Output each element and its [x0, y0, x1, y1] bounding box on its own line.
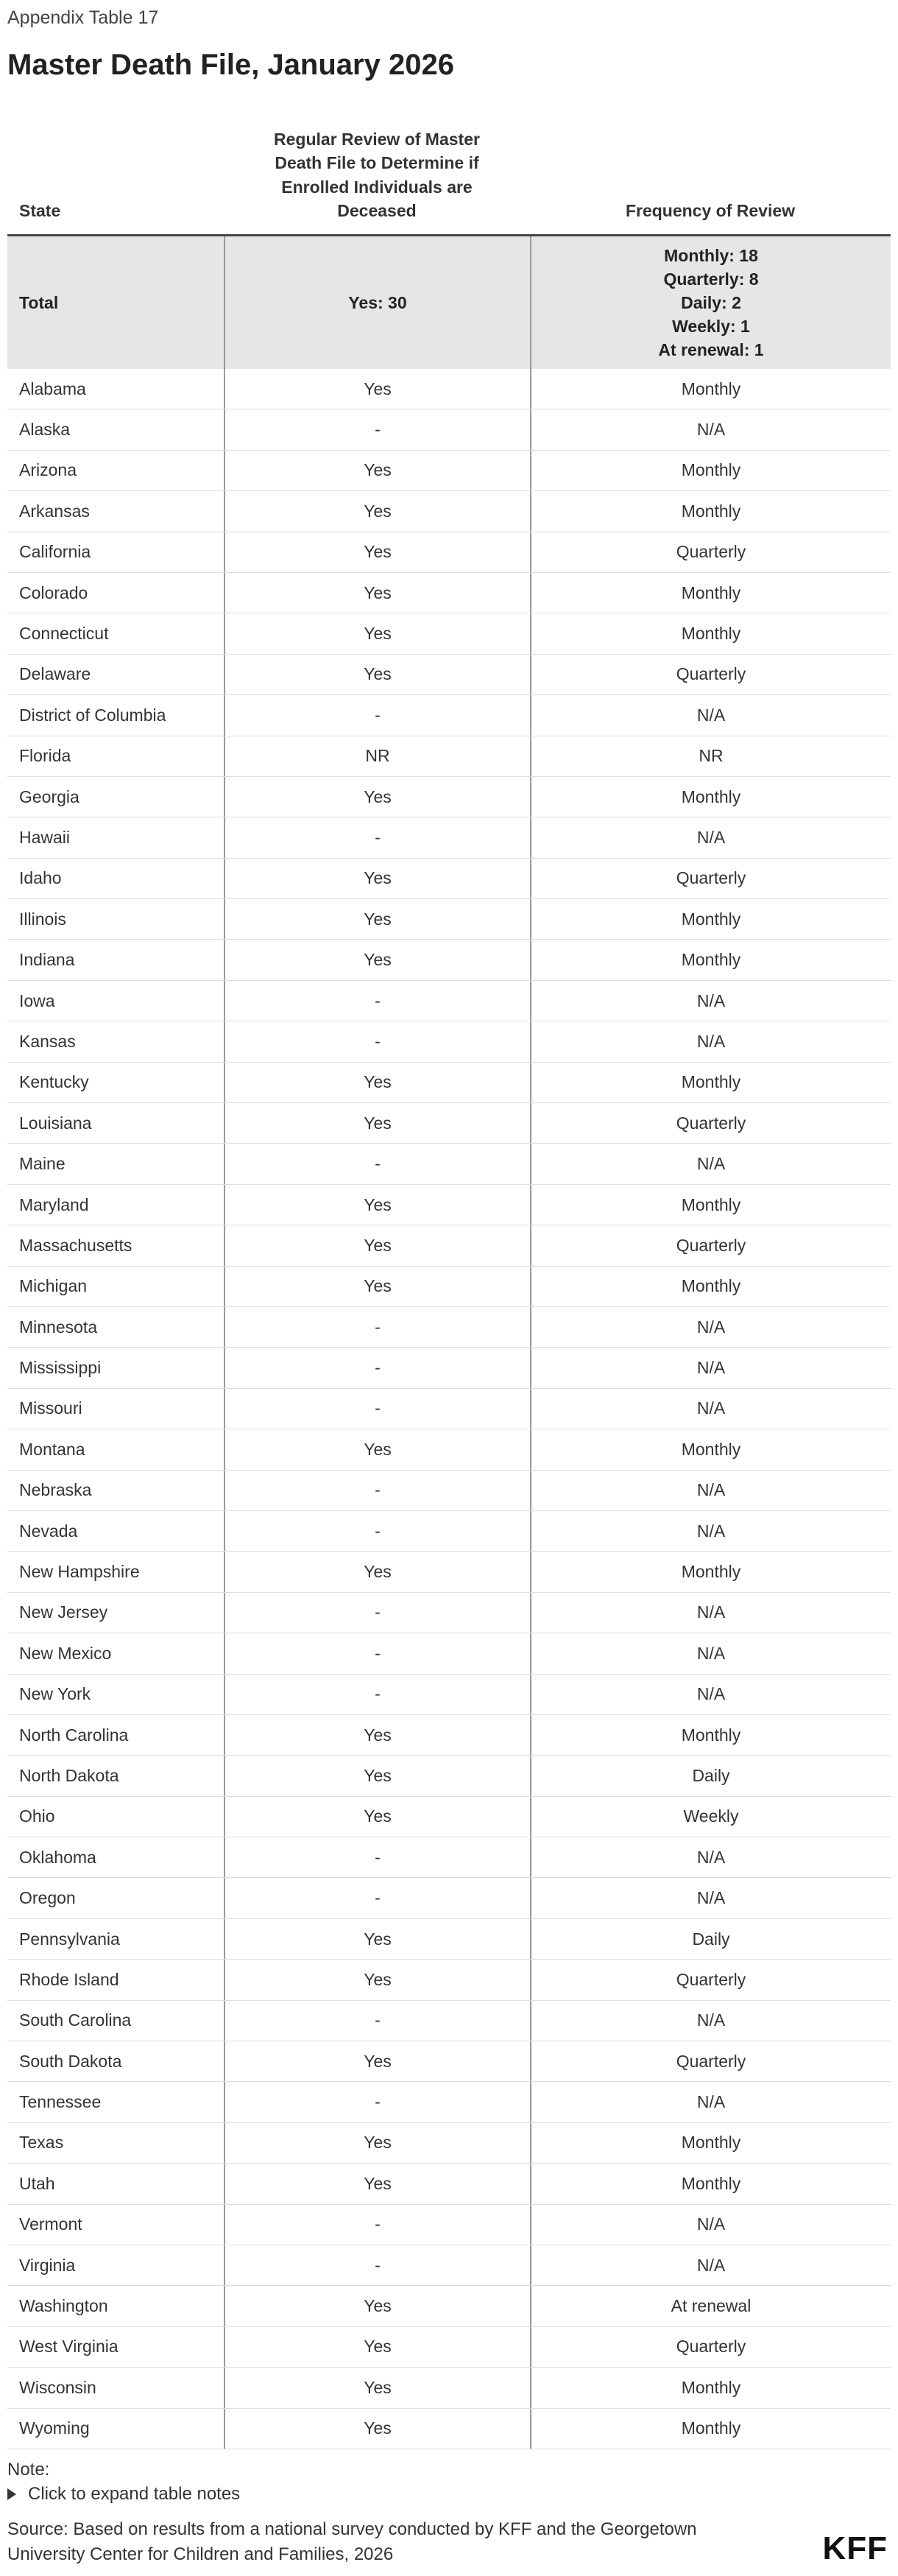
expand-notes-toggle[interactable]: [7, 2484, 240, 2505]
cell-review: Yes: [224, 1552, 530, 1591]
cell-state: Oklahoma: [19, 1847, 96, 1867]
header-review: [224, 127, 530, 234]
table-row: [7, 1919, 891, 1960]
table-row: [7, 2123, 891, 2164]
cell-state: Virginia: [19, 2255, 76, 2275]
cell-frequency: Monthly: [530, 2123, 891, 2163]
cell-state: Minnesota: [19, 1317, 98, 1337]
total-frequency-line: At renewal: 1: [658, 340, 764, 360]
cell-state: Georgia: [19, 786, 79, 806]
cell-state: Nebraska: [19, 1480, 92, 1500]
cell-state: Connecticut: [19, 624, 109, 644]
table-row: [7, 1471, 891, 1511]
cell-state: Ohio: [19, 1806, 55, 1826]
cell-state: South Carolina: [19, 2010, 132, 2030]
data-table: [7, 125, 891, 2449]
cell-frequency: Weekly: [530, 1797, 891, 1837]
table-row: [7, 532, 891, 573]
cell-frequency: N/A: [530, 1878, 891, 1918]
table-row: [7, 1960, 891, 2000]
cell-review: NR: [224, 736, 530, 776]
cell-frequency: N/A: [530, 1593, 891, 1633]
total-row: [7, 236, 891, 369]
cell-review: -: [224, 409, 530, 449]
cell-frequency: Monthly: [530, 1429, 891, 1469]
cell-state: Utah: [19, 2173, 55, 2193]
source-note: Source: Based on results from a national survey conducted by KFF and the Georgetown University Center for Children and Families, 2026: [7, 2519, 697, 2564]
table-row: [7, 2205, 891, 2245]
cell-review: Yes: [224, 940, 530, 979]
table-row: [7, 2409, 891, 2449]
cell-review: -: [224, 1471, 530, 1510]
cell-state: Missouri: [19, 1398, 82, 1418]
cell-review: -: [224, 1021, 530, 1061]
table-row: [7, 1715, 891, 1756]
table-eyebrow: Appendix Table 17: [7, 7, 159, 28]
cell-frequency: N/A: [530, 409, 891, 449]
table-header: [7, 125, 891, 236]
cell-state: Washington: [19, 2296, 108, 2316]
cell-review: -: [224, 1348, 530, 1387]
cell-state: Colorado: [19, 583, 88, 602]
cell-frequency: Quarterly: [530, 2327, 891, 2367]
cell-frequency: Monthly: [530, 369, 891, 409]
table-row: [7, 1511, 891, 1552]
table-row: [7, 2001, 891, 2041]
cell-frequency: N/A: [530, 1511, 891, 1551]
cell-state: Wisconsin: [19, 2377, 96, 2397]
cell-review: -: [224, 1307, 530, 1347]
table-row: [7, 1225, 891, 1266]
cell-frequency: Monthly: [530, 899, 891, 939]
cell-review: Yes: [224, 1225, 530, 1265]
cell-state: New Hampshire: [19, 1562, 140, 1582]
cell-review: Yes: [224, 1267, 530, 1306]
table-row: [7, 695, 891, 736]
cell-state: Kansas: [19, 1031, 76, 1051]
cell-review: -: [224, 1878, 530, 1918]
table-row: [7, 940, 891, 980]
cell-review: -: [224, 1675, 530, 1714]
cell-review: Yes: [224, 2368, 530, 2407]
cell-state: Nevada: [19, 1521, 78, 1541]
cell-review: -: [224, 1511, 530, 1551]
cell-state: Mississippi: [19, 1358, 102, 1378]
cell-state: Massachusetts: [19, 1235, 132, 1255]
cell-state: Vermont: [19, 2214, 82, 2234]
cell-state: Kentucky: [19, 1072, 89, 1092]
cell-frequency: N/A: [530, 1144, 891, 1183]
total-frequency-line: Daily: 2: [681, 292, 741, 312]
header-review-line: Enrolled Individuals are: [281, 177, 473, 197]
table-row: [7, 1429, 891, 1470]
table-row: [7, 1185, 891, 1225]
cell-frequency: Monthly: [530, 1267, 891, 1306]
header-frequency: Frequency of Review: [625, 200, 796, 220]
table-row: [7, 1021, 891, 1062]
table-row: [7, 777, 891, 817]
cell-review: -: [224, 1389, 530, 1429]
cell-state: West Virginia: [19, 2337, 119, 2357]
cell-review: Yes: [224, 777, 530, 817]
cell-review: Yes: [224, 1429, 530, 1469]
table-row: [7, 1633, 891, 1674]
cell-review: Yes: [224, 1715, 530, 1755]
table-row: [7, 1144, 891, 1184]
cell-state: Indiana: [19, 950, 75, 970]
kff-logo: KFF: [822, 2530, 888, 2566]
header-review-line: Deceased: [337, 200, 417, 220]
table-row: [7, 2082, 891, 2122]
cell-review: Yes: [224, 2286, 530, 2326]
cell-review: Yes: [224, 491, 530, 531]
cell-frequency: Monthly: [530, 573, 891, 613]
cell-frequency: Monthly: [530, 613, 891, 653]
cell-state: North Carolina: [19, 1725, 129, 1745]
table-row: [7, 1348, 891, 1388]
table-row: [7, 451, 891, 491]
cell-state: Louisiana: [19, 1113, 92, 1133]
cell-state: Arkansas: [19, 501, 90, 521]
cell-frequency: Quarterly: [530, 655, 891, 694]
table-row: [7, 736, 891, 777]
table-body: [7, 369, 891, 2449]
cell-frequency: Daily: [530, 1919, 891, 1959]
cell-review: Yes: [224, 655, 530, 694]
cell-review: Yes: [224, 859, 530, 898]
header-review-line: Regular Review of Master: [274, 130, 480, 149]
total-frequency-line: Weekly: 1: [672, 317, 750, 337]
cell-frequency: Monthly: [530, 1715, 891, 1755]
table-row: [7, 655, 891, 695]
cell-review: Yes: [224, 451, 530, 490]
cell-frequency: Quarterly: [530, 859, 891, 898]
table-row: [7, 1837, 891, 1878]
table-row: [7, 369, 891, 409]
table-row: [7, 2368, 891, 2408]
cell-review: -: [224, 1837, 530, 1877]
cell-frequency: N/A: [530, 1837, 891, 1877]
triangle-right-icon: [7, 2488, 16, 2500]
table-row: [7, 1267, 891, 1307]
cell-review: -: [224, 1144, 530, 1183]
cell-state: Alaska: [19, 420, 71, 440]
header-review-line: Death File to Determine if: [275, 153, 479, 173]
cell-state: Iowa: [19, 990, 55, 1010]
cell-review: Yes: [224, 899, 530, 939]
cell-frequency: Monthly: [530, 2368, 891, 2407]
cell-frequency: N/A: [530, 981, 891, 1021]
cell-review: -: [224, 695, 530, 735]
table-row: [7, 981, 891, 1021]
table-row: [7, 817, 891, 858]
cell-review: -: [224, 2082, 530, 2122]
cell-frequency: NR: [530, 736, 891, 776]
cell-review: -: [224, 981, 530, 1021]
cell-state: New York: [19, 1684, 91, 1704]
cell-review: Yes: [224, 1103, 530, 1143]
cell-review: -: [224, 2205, 530, 2245]
cell-frequency: Monthly: [530, 1185, 891, 1225]
cell-review: Yes: [224, 532, 530, 572]
cell-state: Florida: [19, 746, 71, 766]
cell-review: Yes: [224, 2327, 530, 2367]
cell-frequency: Monthly: [530, 451, 891, 490]
cell-review: Yes: [224, 613, 530, 653]
cell-state: Texas: [19, 2133, 64, 2153]
cell-review: -: [224, 1633, 530, 1673]
cell-frequency: N/A: [530, 1307, 891, 1347]
table-row: [7, 899, 891, 940]
cell-state: Wyoming: [19, 2418, 90, 2438]
total-label: Total: [19, 292, 59, 312]
cell-state: Oregon: [19, 1888, 76, 1908]
table-row: [7, 1103, 891, 1144]
expand-notes-label: Click to expand table notes: [28, 2484, 241, 2504]
total-frequency-line: Quarterly: 8: [663, 269, 759, 289]
header-state: State: [19, 200, 61, 220]
cell-state: Maryland: [19, 1194, 89, 1214]
cell-state: North Dakota: [19, 1765, 119, 1785]
table-row: [7, 1878, 891, 1918]
cell-review: Yes: [224, 1960, 530, 1999]
cell-frequency: Monthly: [530, 2409, 891, 2449]
cell-state: Michigan: [19, 1276, 88, 1296]
table-row: [7, 2164, 891, 2204]
cell-frequency: N/A: [530, 2245, 891, 2285]
cell-state: Delaware: [19, 664, 91, 684]
cell-state: New Mexico: [19, 1643, 112, 1663]
cell-state: South Dakota: [19, 2051, 122, 2071]
cell-review: Yes: [224, 2041, 530, 2081]
cell-frequency: N/A: [530, 1021, 891, 1061]
cell-frequency: Quarterly: [530, 1960, 891, 1999]
cell-state: California: [19, 542, 91, 562]
page-title: Master Death File, January 2026: [7, 49, 454, 81]
cell-review: Yes: [224, 1756, 530, 1795]
cell-review: Yes: [224, 369, 530, 409]
table-row: [7, 1307, 891, 1348]
cell-review: Yes: [224, 573, 530, 613]
table-row: [7, 491, 891, 532]
table-row: [7, 1756, 891, 1796]
table-row: [7, 2327, 891, 2368]
cell-frequency: Quarterly: [530, 532, 891, 572]
cell-frequency: N/A: [530, 2205, 891, 2245]
cell-frequency: Monthly: [530, 491, 891, 531]
table-row: [7, 1063, 891, 1103]
cell-review: -: [224, 1593, 530, 1633]
table-row: [7, 2041, 891, 2082]
cell-review: Yes: [224, 1063, 530, 1102]
cell-state: Pennsylvania: [19, 1929, 120, 1949]
cell-review: Yes: [224, 2409, 530, 2449]
cell-state: Montana: [19, 1439, 85, 1459]
cell-state: New Jersey: [19, 1602, 108, 1622]
cell-state: Idaho: [19, 868, 62, 888]
table-row: [7, 2245, 891, 2286]
table-row: [7, 1593, 891, 1633]
table-row: [7, 613, 891, 654]
table-row: [7, 573, 891, 613]
cell-review: -: [224, 817, 530, 857]
cell-frequency: N/A: [530, 2082, 891, 2122]
cell-review: Yes: [224, 1919, 530, 1959]
cell-state: Arizona: [19, 460, 77, 480]
cell-frequency: N/A: [530, 695, 891, 735]
table-row: [7, 409, 891, 450]
table-row: [7, 2286, 891, 2326]
cell-review: -: [224, 2245, 530, 2285]
total-frequency-line: Monthly: 18: [664, 245, 758, 265]
cell-frequency: N/A: [530, 1348, 891, 1387]
total-frequency: [530, 236, 891, 369]
cell-frequency: Quarterly: [530, 1103, 891, 1143]
cell-review: Yes: [224, 1185, 530, 1225]
cell-state: Hawaii: [19, 827, 71, 847]
cell-frequency: At renewal: [530, 2286, 891, 2326]
cell-frequency: Quarterly: [530, 2041, 891, 2081]
cell-frequency: Monthly: [530, 1552, 891, 1591]
table-row: [7, 1675, 891, 1715]
cell-state: Rhode Island: [19, 1969, 119, 1989]
cell-state: Illinois: [19, 909, 66, 929]
cell-frequency: Daily: [530, 1756, 891, 1795]
cell-frequency: Monthly: [530, 1063, 891, 1102]
table-row: [7, 1389, 891, 1429]
table-row: [7, 1797, 891, 1837]
cell-state: Alabama: [19, 379, 86, 398]
cell-state: Maine: [19, 1154, 66, 1174]
cell-frequency: Quarterly: [530, 1225, 891, 1265]
cell-frequency: N/A: [530, 2001, 891, 2041]
cell-frequency: N/A: [530, 1633, 891, 1673]
cell-frequency: N/A: [530, 1675, 891, 1714]
note-label: Note:: [7, 2460, 50, 2480]
cell-frequency: N/A: [530, 1389, 891, 1429]
cell-state: Tennessee: [19, 2092, 102, 2112]
cell-review: Yes: [224, 2164, 530, 2203]
table-row: [7, 1552, 891, 1592]
table-row: [7, 859, 891, 899]
cell-review: Yes: [224, 1797, 530, 1837]
cell-frequency: N/A: [530, 817, 891, 857]
cell-state: District of Columbia: [19, 705, 166, 725]
cell-frequency: Monthly: [530, 2164, 891, 2203]
cell-frequency: N/A: [530, 1471, 891, 1510]
cell-frequency: Monthly: [530, 940, 891, 979]
cell-frequency: Monthly: [530, 777, 891, 817]
cell-review: -: [224, 2001, 530, 2041]
total-review: Yes: 30: [224, 236, 530, 369]
cell-review: Yes: [224, 2123, 530, 2163]
